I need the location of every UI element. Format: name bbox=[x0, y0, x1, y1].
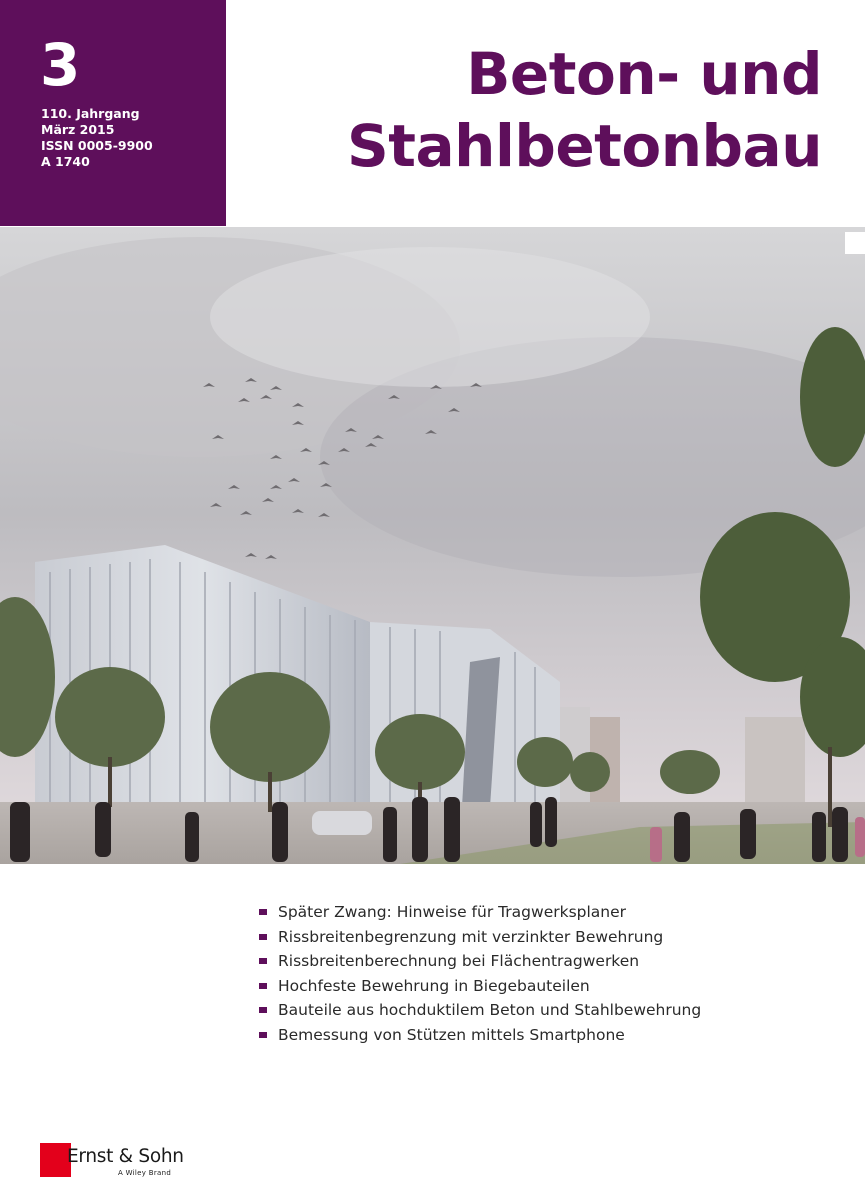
list-item bbox=[258, 900, 701, 925]
publisher-logo bbox=[40, 1143, 200, 1179]
bullet-icon bbox=[259, 934, 267, 940]
publisher-tagline: A Wiley Brand bbox=[118, 1169, 172, 1177]
list-item bbox=[258, 974, 701, 999]
magazine-title-line1: Beton- und bbox=[466, 40, 822, 108]
issue-issn: ISSN 0005-9900 bbox=[41, 138, 153, 153]
article-list bbox=[258, 900, 701, 1048]
article-title: Bemessung von Stützen mittels Smartphone bbox=[278, 1025, 625, 1044]
issue-code: A 1740 bbox=[41, 154, 90, 169]
issue-box bbox=[0, 0, 226, 226]
list-item bbox=[258, 998, 701, 1023]
issue-date: März 2015 bbox=[41, 122, 115, 137]
list-item bbox=[258, 1023, 701, 1048]
list-item bbox=[258, 949, 701, 974]
bullet-icon bbox=[259, 1032, 267, 1038]
article-title: Bauteile aus hochduktilem Beton und Stahlbewehrung bbox=[278, 1001, 702, 1020]
magazine-title-line2: Stahlbetonbau bbox=[347, 112, 822, 180]
issue-volume: 110. Jahrgang bbox=[41, 106, 140, 121]
publisher-name: Ernst & Sohn bbox=[67, 1146, 184, 1167]
issue-meta bbox=[41, 106, 153, 170]
issue-number: 3 bbox=[40, 31, 80, 99]
bullet-icon bbox=[259, 983, 267, 989]
article-title: Später Zwang: Hinweise für Tragwerksplaner bbox=[278, 903, 627, 921]
article-title: Rissbreitenberechnung bei Flächentragwerken bbox=[278, 952, 640, 971]
bullet-icon bbox=[259, 909, 267, 915]
article-title: Hochfeste Bewehrung in Biegebauteilen bbox=[278, 976, 590, 995]
magazine-title bbox=[347, 38, 822, 182]
bullet-icon bbox=[259, 958, 267, 964]
cover-image bbox=[0, 227, 865, 864]
list-item bbox=[258, 925, 701, 950]
bullet-icon bbox=[259, 1007, 267, 1013]
article-title: Rissbreitenbegrenzung mit verzinkter Bewehrung bbox=[278, 927, 664, 946]
